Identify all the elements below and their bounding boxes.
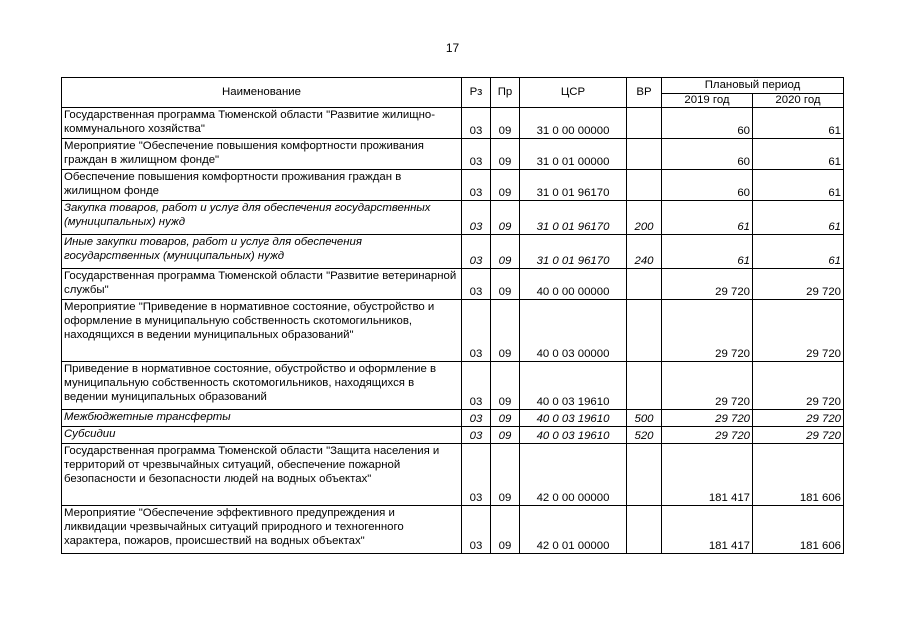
row-name: Государственная программа Тюменской области "Защита населения и территорий от чрезвычайных ситуаций, обеспечение пожарной безопасности и безопасности людей на водных объектах": [62, 444, 462, 506]
row-csr: 42 0 00 00000: [520, 444, 627, 506]
row-name: Приведение в нормативное состояние, обустройство и оформление в муниципальную собственность скотомогильников, находящихся в ведении муниципальных образований: [62, 362, 462, 410]
row-rz: 03: [462, 139, 491, 170]
row-2019: 60: [662, 139, 753, 170]
row-name: Межбюджетные трансферты: [62, 410, 462, 427]
header-planning-period: Плановый период: [662, 78, 844, 94]
table-row: [62, 170, 844, 201]
row-pr: 09: [491, 506, 520, 554]
row-csr: 40 0 03 00000: [520, 300, 627, 362]
row-2019: 29 720: [662, 300, 753, 362]
table-row: [62, 362, 844, 410]
row-pr: 09: [491, 300, 520, 362]
header-pr: Пр: [491, 78, 520, 108]
row-name: Субсидии: [62, 427, 462, 444]
row-2019: 181 417: [662, 444, 753, 506]
table-row: [62, 235, 844, 269]
row-csr: 31 0 01 96170: [520, 201, 627, 235]
row-rz: 03: [462, 108, 491, 139]
row-csr: 40 0 00 00000: [520, 269, 627, 300]
row-rz: 03: [462, 362, 491, 410]
row-csr: 31 0 01 00000: [520, 139, 627, 170]
row-name: Иные закупки товаров, работ и услуг для обеспечения государственных (муниципальных) нужд: [62, 235, 462, 269]
table-row: [62, 269, 844, 300]
row-2020: 61: [753, 235, 844, 269]
row-vr: [627, 108, 662, 139]
row-csr: 40 0 03 19610: [520, 410, 627, 427]
row-vr: 520: [627, 427, 662, 444]
header-csr: ЦСР: [520, 78, 627, 108]
row-pr: 09: [491, 170, 520, 201]
row-2020: 29 720: [753, 362, 844, 410]
row-pr: 09: [491, 139, 520, 170]
row-2020: 29 720: [753, 300, 844, 362]
row-csr: 31 0 01 96170: [520, 235, 627, 269]
row-vr: [627, 444, 662, 506]
row-rz: 03: [462, 201, 491, 235]
row-rz: 03: [462, 506, 491, 554]
row-name: Государственная программа Тюменской области "Развитие ветеринарной службы": [62, 269, 462, 300]
page-number: 17: [445, 41, 460, 55]
row-2020: 29 720: [753, 410, 844, 427]
row-pr: 09: [491, 444, 520, 506]
row-name: Обеспечение повышения комфортности проживания граждан в жилищном фонде: [62, 170, 462, 201]
row-2019: 61: [662, 235, 753, 269]
header-vr: ВР: [627, 78, 662, 108]
row-2020: 181 606: [753, 444, 844, 506]
row-2020: 29 720: [753, 269, 844, 300]
row-2019: 181 417: [662, 506, 753, 554]
row-2019: 60: [662, 108, 753, 139]
row-vr: 200: [627, 201, 662, 235]
header-year-2019: 2019 год: [662, 94, 753, 108]
row-csr: 42 0 01 00000: [520, 506, 627, 554]
budget-table: [61, 77, 844, 554]
row-rz: 03: [462, 427, 491, 444]
row-name: Мероприятие "Приведение в нормативное состояние, обустройство и оформление в муниципальную собственность скотомогильников, находящихся в ведении муниципальных образований": [62, 300, 462, 362]
table-row: [62, 108, 844, 139]
table-row: [62, 139, 844, 170]
row-2019: 29 720: [662, 362, 753, 410]
row-2019: 29 720: [662, 427, 753, 444]
row-rz: 03: [462, 170, 491, 201]
row-vr: [627, 362, 662, 410]
row-rz: 03: [462, 235, 491, 269]
table-row: [62, 410, 844, 427]
row-name: Мероприятие "Обеспечение повышения комфортности проживания граждан в жилищном фонде": [62, 139, 462, 170]
row-name: Закупка товаров, работ и услуг для обеспечения государственных (муниципальных) нужд: [62, 201, 462, 235]
row-pr: 09: [491, 410, 520, 427]
header-rz: Рз: [462, 78, 491, 108]
row-2019: 60: [662, 170, 753, 201]
table-row: [62, 506, 844, 554]
row-pr: 09: [491, 235, 520, 269]
row-2020: 61: [753, 201, 844, 235]
row-csr: 31 0 01 96170: [520, 170, 627, 201]
header-name: Наименование: [62, 78, 462, 108]
row-name: Государственная программа Тюменской области "Развитие жилищно-коммунального хозяйства": [62, 108, 462, 139]
row-vr: 240: [627, 235, 662, 269]
table-row: [62, 300, 844, 362]
header-year-2020: 2020 год: [753, 94, 844, 108]
row-rz: 03: [462, 444, 491, 506]
row-2019: 29 720: [662, 269, 753, 300]
row-rz: 03: [462, 300, 491, 362]
row-rz: 03: [462, 410, 491, 427]
row-vr: [627, 269, 662, 300]
row-2019: 61: [662, 201, 753, 235]
row-csr: 40 0 03 19610: [520, 427, 627, 444]
row-name: Мероприятие "Обеспечение эффективного предупреждения и ликвидации чрезвычайных ситуаций природного и техногенного характера, пожаров, происшествий на водных объектах": [62, 506, 462, 554]
row-csr: 40 0 03 19610: [520, 362, 627, 410]
row-2020: 29 720: [753, 427, 844, 444]
row-pr: 09: [491, 427, 520, 444]
row-2020: 61: [753, 170, 844, 201]
table-row: [62, 201, 844, 235]
row-csr: 31 0 00 00000: [520, 108, 627, 139]
row-vr: [627, 506, 662, 554]
row-vr: [627, 170, 662, 201]
row-pr: 09: [491, 108, 520, 139]
row-rz: 03: [462, 269, 491, 300]
row-2020: 181 606: [753, 506, 844, 554]
row-pr: 09: [491, 362, 520, 410]
row-vr: [627, 139, 662, 170]
table-row: [62, 444, 844, 506]
row-pr: 09: [491, 269, 520, 300]
row-2020: 61: [753, 139, 844, 170]
table-row: [62, 427, 844, 444]
row-vr: 500: [627, 410, 662, 427]
row-2019: 29 720: [662, 410, 753, 427]
row-2020: 61: [753, 108, 844, 139]
row-pr: 09: [491, 201, 520, 235]
row-vr: [627, 300, 662, 362]
